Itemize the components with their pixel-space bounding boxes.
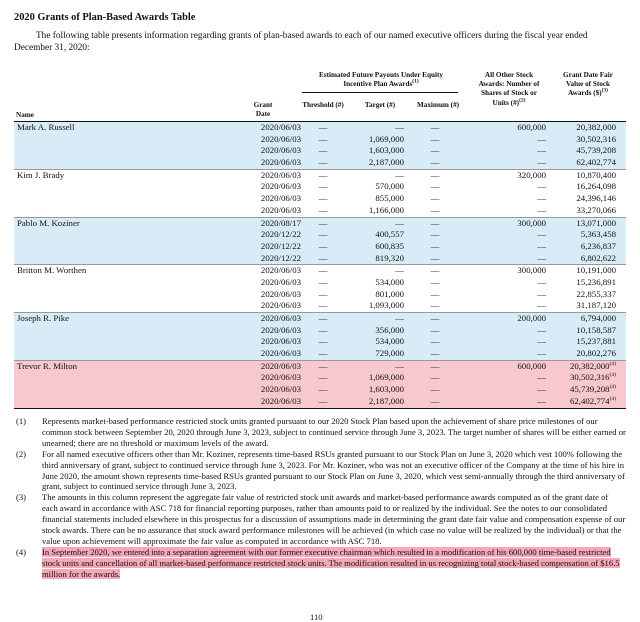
table-row — [14, 300, 626, 312]
table-row — [14, 193, 626, 205]
target-cell: 570,000 — [375, 181, 404, 192]
target-cell: 1,603,000 — [368, 384, 404, 395]
grant-date-cell: 2020/06/03 — [260, 157, 301, 168]
grant-date-cell: 2020/06/03 — [260, 204, 301, 215]
maximum-cell: — — [430, 265, 440, 276]
table-row — [14, 241, 626, 253]
executive-name: Kim J. Brady — [17, 169, 65, 180]
header-fair-value-footnote: (3) — [601, 88, 609, 95]
table-row — [14, 205, 626, 217]
target-cell: 729,000 — [375, 348, 404, 359]
maximum-cell: — — [430, 240, 440, 251]
fair-value-amount: 45,739,208 — [576, 145, 616, 156]
table-row — [14, 360, 626, 373]
target-cell: 1,603,000 — [368, 145, 404, 156]
fair-value-amount: 16,264,098 — [576, 181, 616, 192]
threshold-cell: — — [318, 157, 328, 168]
other-awards-cell: — — [537, 193, 546, 204]
grant-date-cell: 2020/06/03 — [260, 133, 301, 144]
grant-date-cell: 2020/06/03 — [260, 169, 301, 180]
fair-value-amount: 10,158,587 — [576, 324, 616, 335]
fair-value-cell — [560, 253, 616, 265]
fair-value-amount: 24,396,146 — [576, 193, 616, 204]
other-awards-cell: — — [537, 133, 546, 144]
table-row — [14, 384, 626, 396]
threshold-cell: — — [318, 300, 328, 311]
target-cell: — — [395, 217, 404, 228]
table-row — [14, 277, 626, 289]
target-cell: — — [395, 122, 404, 132]
target-cell: 400,557 — [375, 229, 404, 240]
threshold-cell: — — [318, 395, 328, 406]
footnote-item — [14, 492, 626, 547]
grant-date-cell: 2020/12/22 — [260, 240, 301, 251]
maximum-cell: — — [430, 169, 440, 180]
executive-name: Mark A. Russell — [17, 122, 75, 132]
footnote-text: In September 2020, we entered into a separation agreement with our former executive chairman which resulted in a modification of his 600,000 time-based restricted stock units and cancellation of all market-based performance restricted stock units. The modification resulted in us recognizing total stock-based compensation of $16.5 million for the awards. — [42, 546, 620, 579]
target-cell: — — [395, 360, 404, 371]
fair-value-amount: 6,236,837 — [580, 240, 616, 251]
fair-value-amount: 30,502,316 — [576, 133, 616, 144]
executive-name: Britton M. Worthen — [17, 265, 87, 276]
threshold-cell: — — [318, 169, 328, 180]
footnote-marker: (4) — [609, 372, 616, 379]
threshold-cell: — — [318, 288, 328, 299]
fair-value-cell — [560, 265, 616, 277]
footnote-text: The amounts in this column represent the aggregate fair value of restricted stock unit awards and market-based performance awards computed as of the grant date of each award in accordance with ASC 718 for financial reporting purposes, rather than amounts paid to or realized by the individual. See the notes to our consolidated financial statements included elsewhere in this prospectus for a discussion of assumptions made in determining the grant date fair value and compensation expense of our stock awards. There can be no assurance that stock award performance milestones will be achieved (in which case no value will be realized by the individual) or that the value upon achievement will approximate the fair value as computed in accordance with ASC 718. — [42, 492, 626, 546]
fair-value-cell — [560, 157, 616, 169]
maximum-cell: — — [430, 193, 440, 204]
fair-value-amount: 30,502,316 — [569, 372, 610, 383]
maximum-cell: — — [430, 133, 440, 144]
other-awards-cell: — — [537, 204, 546, 215]
fair-value-cell — [560, 372, 616, 384]
grant-date-cell: 2020/06/03 — [260, 395, 301, 406]
threshold-cell: — — [318, 193, 328, 204]
other-awards-cell: 200,000 — [517, 313, 546, 323]
fair-value-cell — [560, 241, 616, 253]
other-awards-cell: — — [537, 348, 546, 359]
other-awards-cell: 320,000 — [517, 169, 546, 180]
executive-name: Pablo M. Koziner — [17, 217, 80, 228]
table-row — [14, 325, 626, 337]
grant-date-cell: 2020/06/03 — [260, 313, 301, 323]
maximum-cell: — — [430, 395, 440, 406]
header-fair-value-label: Grant Date Fair Value of Stock Awards ($) — [563, 71, 613, 98]
target-cell: — — [395, 169, 404, 180]
table-row — [14, 145, 626, 157]
fair-value-cell — [560, 170, 616, 182]
executive-name: Trevor R. Milton — [17, 360, 78, 371]
other-awards-cell: — — [537, 300, 546, 311]
threshold-cell: — — [318, 145, 328, 156]
fair-value-cell — [560, 193, 616, 205]
fair-value-amount: 10,191,000 — [576, 265, 616, 276]
maximum-cell: — — [430, 204, 440, 215]
other-awards-cell: — — [537, 395, 546, 406]
fair-value-cell — [560, 145, 616, 157]
footnote-marker: (4) — [609, 384, 616, 391]
fair-value-amount: 20,802,276 — [576, 348, 616, 359]
target-cell: 2,187,000 — [368, 395, 404, 406]
intro-paragraph: The following table presents information regarding grants of plan-based awards to each of our named executive officers during the fiscal year ended December 31, 2020: — [14, 31, 588, 53]
maximum-cell: — — [430, 276, 440, 287]
table-row — [14, 348, 626, 360]
table-row — [14, 122, 626, 134]
grant-date-cell: 2020/06/03 — [260, 288, 301, 299]
grant-date-cell: 2020/12/22 — [260, 252, 301, 263]
header-fair-value — [560, 71, 616, 99]
other-awards-cell: — — [537, 145, 546, 156]
threshold-cell: — — [318, 313, 328, 323]
table-row — [14, 396, 626, 408]
fair-value-cell — [560, 181, 616, 193]
fair-value-amount: 5,363,458 — [580, 229, 616, 240]
fair-value-cell — [560, 218, 616, 230]
grant-date-cell: 2020/06/03 — [260, 276, 301, 287]
page-title: 2020 Grants of Plan-Based Awards Table — [14, 12, 196, 23]
footnote-item — [14, 416, 626, 449]
header-group-footnote: (1) — [412, 78, 419, 85]
header-threshold: Threshold (#) — [302, 101, 344, 109]
fair-value-amount: 20,382,000 — [576, 122, 616, 132]
grant-date-cell: 2020/06/03 — [260, 324, 301, 335]
fair-value-amount: 20,382,000 — [569, 360, 610, 371]
maximum-cell: — — [430, 181, 440, 192]
footnotes — [14, 416, 626, 580]
fair-value-cell — [560, 313, 616, 325]
table-bottom-rule — [14, 408, 626, 409]
table-row — [14, 169, 626, 182]
awards-table — [14, 122, 626, 408]
fair-value-amount: 10,870,400 — [576, 169, 616, 180]
table-row — [14, 217, 626, 230]
other-awards-cell: — — [537, 229, 546, 240]
footnote-number: (3) — [16, 492, 27, 503]
target-cell: 2,187,000 — [368, 157, 404, 168]
other-awards-cell: — — [537, 240, 546, 251]
fair-value-amount: 33,270,066 — [576, 204, 616, 215]
target-cell: 534,000 — [375, 336, 404, 347]
target-cell: 1,093,000 — [368, 300, 404, 311]
footnote-marker: (4) — [609, 395, 616, 402]
fair-value-cell — [560, 122, 616, 134]
other-awards-cell: — — [537, 288, 546, 299]
threshold-cell: — — [318, 181, 328, 192]
fair-value-amount: 13,071,000 — [576, 217, 616, 228]
grant-date-cell: 2020/06/03 — [260, 265, 301, 276]
other-awards-cell: — — [537, 372, 546, 383]
table-row — [14, 264, 626, 277]
maximum-cell: — — [430, 145, 440, 156]
other-awards-cell: — — [537, 276, 546, 287]
other-awards-cell: 600,000 — [517, 122, 546, 132]
threshold-cell: — — [318, 360, 328, 371]
header-target: Target (#) — [364, 101, 396, 109]
grant-date-cell: 2020/06/03 — [260, 372, 301, 383]
header-other — [475, 71, 543, 108]
other-awards-cell: — — [537, 252, 546, 263]
grant-date-cell: 2020/06/03 — [260, 300, 301, 311]
threshold-cell: — — [318, 276, 328, 287]
target-cell: 801,000 — [375, 288, 404, 299]
fair-value-cell — [560, 300, 616, 312]
fair-value-cell — [560, 396, 616, 408]
executive-name: Joseph R. Pike — [17, 313, 70, 323]
footnote-marker: (4) — [609, 360, 616, 367]
maximum-cell: — — [430, 372, 440, 383]
other-awards-cell: — — [537, 336, 546, 347]
footnote-number: (4) — [16, 546, 27, 557]
threshold-cell: — — [318, 133, 328, 144]
header-group — [318, 71, 444, 89]
maximum-cell: — — [430, 324, 440, 335]
table-row — [14, 157, 626, 169]
threshold-cell: — — [318, 229, 328, 240]
target-cell: 1,166,000 — [368, 204, 404, 215]
threshold-cell: — — [318, 384, 328, 395]
grant-date-cell: 2020/06/03 — [260, 145, 301, 156]
target-cell: 356,000 — [375, 324, 404, 335]
threshold-cell: — — [318, 336, 328, 347]
fair-value-cell — [560, 134, 616, 146]
maximum-cell: — — [430, 252, 440, 263]
maximum-cell: — — [430, 157, 440, 168]
grant-date-cell: 2020/06/03 — [260, 181, 301, 192]
footnote-item — [14, 547, 626, 580]
fair-value-cell — [560, 325, 616, 337]
maximum-cell: — — [430, 122, 440, 132]
fair-value-cell — [560, 289, 616, 301]
fair-value-cell — [560, 229, 616, 241]
header-group-rule — [302, 92, 458, 93]
target-cell: 534,000 — [375, 276, 404, 287]
header-maximum: Maximum (#) — [416, 101, 460, 109]
header-grant-date: Grant Date — [253, 101, 273, 119]
threshold-cell: — — [318, 324, 328, 335]
footnote-number: (2) — [16, 448, 27, 459]
header-other-footnote: (2) — [519, 97, 526, 104]
fair-value-cell — [560, 361, 616, 373]
other-awards-cell: 300,000 — [517, 265, 546, 276]
maximum-cell: — — [430, 336, 440, 347]
table-row — [14, 253, 626, 265]
fair-value-cell — [560, 384, 616, 396]
fair-value-amount: 62,402,774 — [569, 395, 610, 406]
fair-value-amount: 6,802,622 — [580, 252, 616, 263]
target-cell: — — [395, 265, 404, 276]
target-cell: 1,069,000 — [368, 133, 404, 144]
table-row — [14, 134, 626, 146]
other-awards-cell: — — [537, 181, 546, 192]
fair-value-amount: 15,236,891 — [576, 276, 616, 287]
threshold-cell: — — [318, 122, 328, 132]
other-awards-cell: — — [537, 324, 546, 335]
grant-date-cell: 2020/06/03 — [260, 193, 301, 204]
maximum-cell: — — [430, 300, 440, 311]
maximum-cell: — — [430, 217, 440, 228]
fair-value-amount: 22,855,337 — [576, 288, 616, 299]
footnote-number: (1) — [16, 416, 27, 426]
fair-value-cell — [560, 277, 616, 289]
maximum-cell: — — [430, 313, 440, 323]
maximum-cell: — — [430, 288, 440, 299]
threshold-cell: — — [318, 265, 328, 276]
grant-date-cell: 2020/06/03 — [260, 348, 301, 359]
threshold-cell: — — [318, 348, 328, 359]
other-awards-cell: 300,000 — [517, 217, 546, 228]
grant-date-cell: 2020/06/03 — [260, 336, 301, 347]
maximum-cell: — — [430, 229, 440, 240]
maximum-cell: — — [430, 348, 440, 359]
table-row — [14, 336, 626, 348]
threshold-cell: — — [318, 240, 328, 251]
fair-value-amount: 15,237,881 — [576, 336, 616, 347]
footnote-text: For all named executive officers other than Mr. Koziner, represents time-based RSUs granted pursuant to our Stock Plan on June 3, 2020 which vest 100% following the third anniversary of grant, subject to continued service through June 3, 2023. For Mr. Koziner, who was not an executive officer of the Company at the time of his hire in June 2020, the amount shown represents time-based RSUs granted pursuant to our Stock Plan on June 3, 2020, which vest semi-annually through the third anniversary of grant, subject to continued service through June 3, 2023. — [42, 448, 625, 492]
target-cell: 1,069,000 — [368, 372, 404, 383]
table-row — [14, 312, 626, 325]
fair-value-cell — [560, 336, 616, 348]
fair-value-cell — [560, 348, 616, 360]
target-cell: 600,835 — [375, 240, 404, 251]
threshold-cell: — — [318, 217, 328, 228]
grant-date-cell: 2020/06/03 — [260, 384, 301, 395]
other-awards-cell: — — [537, 157, 546, 168]
threshold-cell: — — [318, 204, 328, 215]
footnote-text: Represents market-based performance restricted stock units granted pursuant to our 2020 Stock Plan based upon the achievement of share price milestones of our common stock between September 20, 2020 through June 3, 2023, subject to continued service through June 3, 2023. The target number of shares will be either earned or unearned; there are no threshold or maximum levels of the award. — [42, 416, 626, 448]
grant-date-cell: 2020/12/22 — [260, 229, 301, 240]
fair-value-amount: 45,739,208 — [569, 384, 610, 395]
threshold-cell: — — [318, 252, 328, 263]
threshold-cell: — — [318, 372, 328, 383]
table-row — [14, 181, 626, 193]
grant-date-cell: 2020/08/17 — [260, 217, 301, 228]
fair-value-amount: 6,794,000 — [580, 313, 616, 323]
header-group-label: Estimated Future Payouts Under Equity Incentive Plan Awards — [319, 71, 443, 89]
fair-value-amount: 62,402,774 — [576, 157, 616, 168]
target-cell: 855,000 — [375, 193, 404, 204]
header-name: Name — [16, 111, 34, 119]
target-cell: 819,320 — [375, 252, 404, 263]
maximum-cell: — — [430, 360, 440, 371]
table-row — [14, 229, 626, 241]
fair-value-cell — [560, 205, 616, 217]
grant-date-cell: 2020/06/03 — [260, 122, 301, 132]
table-row — [14, 289, 626, 301]
other-awards-cell: — — [537, 384, 546, 395]
page-number: 110 — [310, 612, 323, 622]
footnote-item — [14, 449, 626, 493]
grant-date-cell: 2020/06/03 — [260, 360, 301, 371]
table-row — [14, 372, 626, 384]
target-cell: — — [395, 313, 404, 323]
other-awards-cell: 600,000 — [517, 360, 546, 371]
fair-value-amount: 31,187,120 — [576, 300, 616, 311]
maximum-cell: — — [430, 384, 440, 395]
header-other-label: All Other Stock Awards: Number of Shares of Stock or Units (#) — [478, 71, 540, 107]
